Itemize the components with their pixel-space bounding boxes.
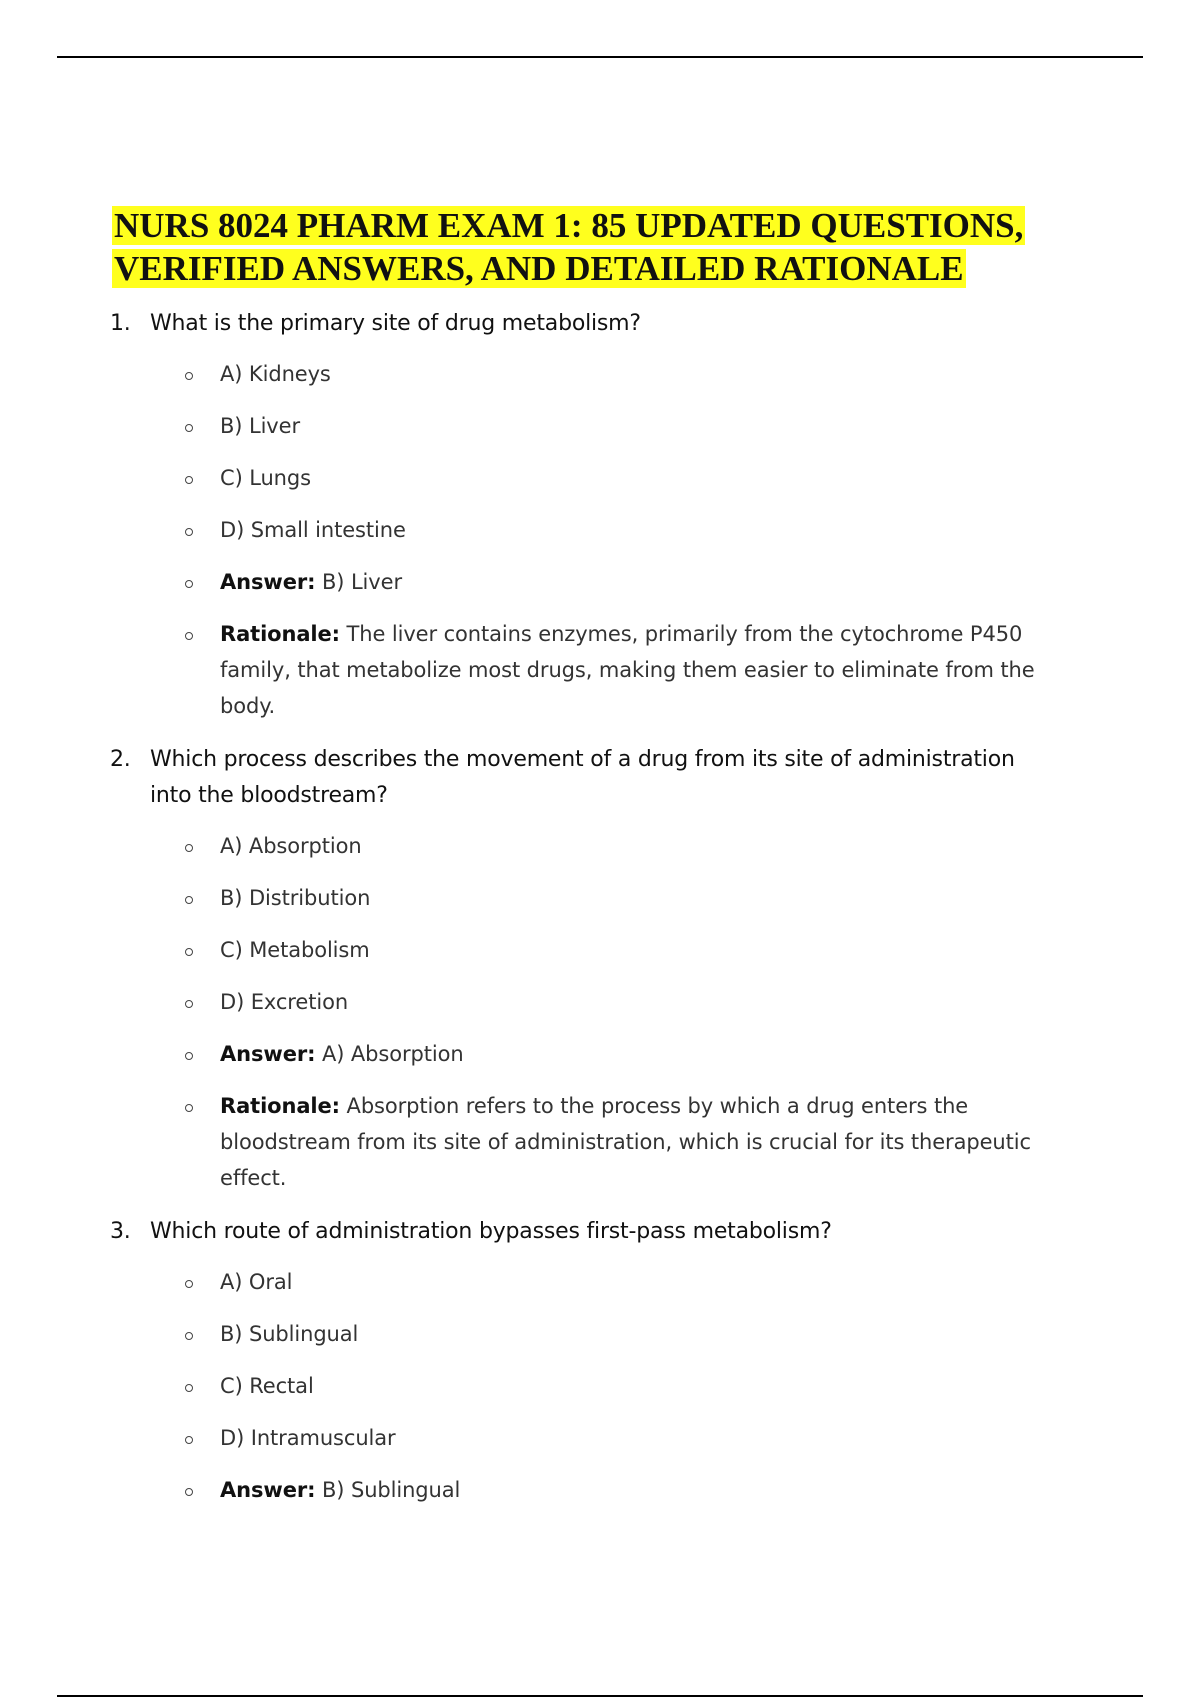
question-number: 3.	[110, 1219, 131, 1244]
circle-bullet-icon	[185, 1104, 193, 1112]
question-stem	[110, 742, 1060, 814]
question-number: 1.	[110, 311, 131, 336]
rationale-item	[110, 616, 1060, 724]
option-item: A) Kidneys	[110, 356, 1060, 392]
circle-bullet-icon	[185, 372, 193, 380]
rationale-item	[110, 1088, 1060, 1196]
option-item: A) Absorption	[110, 828, 1060, 864]
circle-bullet-icon	[185, 896, 193, 904]
circle-bullet-icon	[185, 528, 193, 536]
option-list	[110, 356, 1060, 724]
option-item: D) Intramuscular	[110, 1420, 1060, 1456]
question-1	[110, 306, 1060, 724]
question-stem	[110, 1214, 1060, 1250]
answer-label: Answer:	[220, 1042, 316, 1066]
question-2	[110, 742, 1060, 1196]
rationale-label: Rationale:	[220, 1094, 340, 1118]
circle-bullet-icon	[185, 1488, 193, 1496]
question-stem	[110, 306, 1060, 342]
circle-bullet-icon	[185, 580, 193, 588]
header-rule	[57, 56, 1143, 58]
option-item: C) Rectal	[110, 1368, 1060, 1404]
circle-bullet-icon	[185, 1000, 193, 1008]
option-item: D) Excretion	[110, 984, 1060, 1020]
answer-label: Answer:	[220, 570, 316, 594]
question-number: 2.	[110, 747, 131, 772]
circle-bullet-icon	[185, 476, 193, 484]
circle-bullet-icon	[185, 1332, 193, 1340]
circle-bullet-icon	[185, 1052, 193, 1060]
circle-bullet-icon	[185, 424, 193, 432]
option-item: C) Lungs	[110, 460, 1060, 496]
question-text: What is the primary site of drug metabolism?	[150, 311, 641, 336]
answer-item	[110, 1036, 1060, 1072]
document-title: NURS 8024 PHARM EXAM 1: 85 UPDATED QUESTIONS, VERIFIED ANSWERS, AND DETAILED RATIONALE	[114, 206, 1024, 288]
option-item: B) Distribution	[110, 880, 1060, 916]
rationale-label: Rationale:	[220, 622, 340, 646]
question-text: Which route of administration bypasses first-pass metabolism?	[150, 1219, 832, 1244]
circle-bullet-icon	[185, 844, 193, 852]
answer-value: B) Sublingual	[321, 1478, 461, 1502]
option-list	[110, 1264, 1060, 1508]
option-item: D) Small intestine	[110, 512, 1060, 548]
question-list	[110, 306, 1060, 1526]
answer-value: B) Liver	[321, 570, 402, 594]
answer-value: A) Absorption	[321, 1042, 464, 1066]
question-3	[110, 1214, 1060, 1508]
option-item: B) Sublingual	[110, 1316, 1060, 1352]
circle-bullet-icon	[185, 948, 193, 956]
circle-bullet-icon	[185, 1436, 193, 1444]
answer-item	[110, 564, 1060, 600]
circle-bullet-icon	[185, 1280, 193, 1288]
circle-bullet-icon	[185, 632, 193, 640]
circle-bullet-icon	[185, 1384, 193, 1392]
answer-label: Answer:	[220, 1478, 316, 1502]
footer-rule	[57, 1695, 1143, 1697]
answer-item	[110, 1472, 1060, 1508]
rationale-text: The liver contains enzymes, primarily from the cytochrome P450 family, that metabolize most drugs, making them easier to eliminate from the body.	[220, 622, 1035, 718]
question-text: Which process describes the movement of a drug from its site of administration into the bloodstream?	[150, 747, 1015, 808]
option-list	[110, 828, 1060, 1196]
option-item: B) Liver	[110, 408, 1060, 444]
option-item: C) Metabolism	[110, 932, 1060, 968]
option-item: A) Oral	[110, 1264, 1060, 1300]
rationale-text: Absorption refers to the process by which a drug enters the bloodstream from its site of administration, which is crucial for its therapeutic effect.	[220, 1094, 1031, 1190]
